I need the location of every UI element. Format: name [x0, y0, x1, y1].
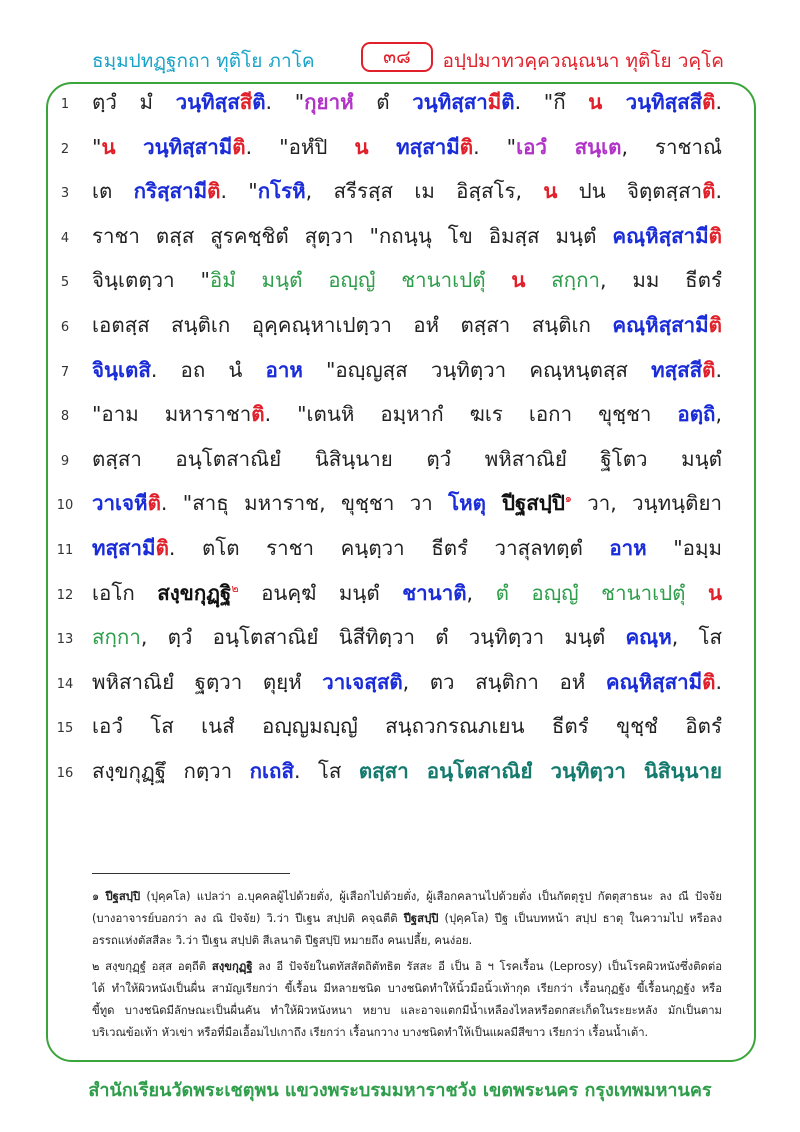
text-segment: ติ — [708, 312, 722, 337]
footnote-text: ๑ — [92, 890, 106, 903]
line-text — [92, 710, 722, 743]
line-number: 8 — [60, 409, 70, 425]
text-line — [0, 617, 800, 662]
line-text — [92, 220, 722, 253]
text-segment: น — [707, 580, 722, 605]
text-line — [0, 439, 800, 484]
text-line — [0, 751, 800, 796]
footnote-text: ขี้ทูด บางชนิดมีลักษณะเป็นผื่นคัน ทำให้ผิวหนังหนา หยาบ และอาจแตกมีน้ำเหลืองไหลหรือตกสะเก็ดในระยะหลัง มักเป็นตาม — [92, 1004, 722, 1017]
text-segment: . "เตนหิ อมฺหากํ ฆเร เอกา ขุชฺชา — [264, 402, 678, 427]
text-segment: เอวํ — [516, 134, 547, 159]
footnote-text: (ปุคฺคโล) ปีฐ เป็นบทหน้า สปฺป ธาตุ ในความไป หรือลง — [438, 912, 722, 925]
text-segment: , สรีรสฺส เม อิสฺสโร, — [305, 179, 544, 204]
text-segment: สี — [239, 90, 253, 114]
text-segment: สงฺขกุฏฺฐิ — [157, 580, 232, 605]
text-line — [0, 662, 800, 707]
text-segment: คณฺหิสฺสามี — [612, 223, 709, 248]
footnote-text: สงฺขกุฏฺฐิ — [211, 960, 253, 973]
text-segment: โหตุ — [448, 491, 486, 516]
line-number: 7 — [60, 364, 70, 380]
line-number: 4 — [60, 230, 70, 246]
text-segment: กโรหิ — [257, 179, 306, 204]
text-segment: . โส — [293, 758, 359, 783]
line-text — [92, 175, 722, 208]
line-text — [92, 398, 722, 431]
page-footer: สำนักเรียนวัดพระเชตุพน แขวงพระบรมมหาราชวัง เขตพระนคร กรุงเทพมหานคร — [88, 1080, 712, 1101]
footnote-text: อรรถแห่งตัสสีละ วิ.ว่า ปีเฐน สปฺปติ สีเลนาติ ปีฐสปฺปิ หมายถึง คนเปลี้ย, คนง่อย. — [92, 934, 473, 947]
text-segment: อตฺถิ — [677, 402, 716, 427]
text-segment: , ราชาณํ — [621, 134, 722, 159]
text-segment: ติ — [702, 669, 716, 694]
line-number: 2 — [60, 141, 70, 157]
line-number: 13 — [56, 632, 74, 648]
footnote-line — [92, 978, 722, 1000]
text-segment: วนฺทิสฺสา — [412, 90, 488, 114]
text-segment: ทสฺสสี — [651, 357, 703, 382]
text-segment: ติ — [147, 491, 161, 516]
text-segment: ตสฺสา อนฺโตสาณิยํ นิสินฺนาย ตฺวํ พหิสาณิยํ ฐิโตว มนฺตํ — [92, 446, 722, 471]
text-line — [0, 350, 800, 395]
line-number: 1 — [60, 97, 70, 112]
footnote-ref: ๑ — [564, 492, 572, 506]
text-segment: อาห — [609, 535, 647, 560]
line-number: 12 — [56, 587, 74, 603]
text-segment: "อมฺม — [646, 535, 722, 560]
text-segment: วา, วนฺทนฺติยา — [571, 491, 722, 516]
text-segment: " — [92, 134, 102, 159]
text-segment: , ตว สนฺติกา อหํ — [402, 669, 606, 694]
line-text — [92, 443, 722, 476]
line-text — [92, 577, 722, 610]
text-segment: , — [715, 402, 722, 427]
line-text — [92, 666, 722, 699]
footnote-text: ๒ สงฺขกุฏฺฐํ อสฺส อตฺถีติ — [92, 960, 212, 973]
text-line — [0, 260, 800, 305]
text-segment: พหิสาณิยํ ฐตฺวา ตุยฺหํ — [92, 669, 323, 694]
text-segment: ติ — [702, 179, 716, 204]
footnote-line — [92, 908, 722, 930]
text-segment: วนฺทิสฺสสี — [602, 90, 703, 114]
text-segment: อิมํ มนฺตํ อญฺญํ ชานาเปตุํ — [209, 268, 512, 293]
footnote-text: ได้ ทำให้ผิวหนังเป็นผื่น สามัญเรียกว่า ขี้เรื้อน มีหลายชนิด บางชนิดทำให้นิ้วมือนิ้วเท้ากุด เรียกว่า เรื้อนกุฏฐัง ขี้เรื้อนกุฏฐัง หรือ — [92, 982, 722, 995]
text-segment: อาห — [265, 357, 303, 382]
text-segment: คณฺหิสฺสามี — [612, 312, 709, 337]
footnote-line — [92, 1000, 722, 1022]
text-segment: . ตโต ราชา คนฺตฺวา ธีตรํ วาสุลทตฺตํ — [168, 535, 610, 560]
line-text — [92, 86, 722, 119]
text-segment: ราชา ตสฺส สูรคชฺชิตํ สุตฺวา "กถนฺนุ โข อิมสฺส มนฺตํ — [92, 223, 613, 248]
text-segment: , มม ธีตรํ — [600, 268, 722, 293]
line-text — [92, 532, 722, 565]
line-number: 15 — [56, 721, 74, 737]
text-segment: ติ — [207, 179, 221, 204]
text-segment: , — [466, 580, 496, 605]
line-text — [92, 354, 722, 387]
text-segment: วาเจสฺสติ — [322, 669, 403, 694]
text-segment: ติ — [252, 90, 266, 114]
chapter-title: อปฺปมาทวคฺควณฺณนา ทุติโย วคฺโค — [442, 50, 724, 72]
text-segment: น — [588, 90, 603, 114]
footnote-text: บริเวณข้อเท้า หัวเข่า หรือที่มือเอื้อมไปเกาถึง เรียกว่า เรื้อนกวาง บางชนิดทำให้เป็นแผลมีสีขาว เรียกว่า เรื้อนน้ำเต้า. — [92, 1026, 649, 1039]
text-line — [0, 573, 800, 618]
text-segment: . "อหํปิ — [245, 134, 355, 159]
footnote-text: ปีฐสปฺปิ — [403, 912, 439, 925]
text-segment: . " — [265, 90, 305, 114]
line-number: 3 — [60, 186, 70, 202]
text-segment: ทสฺสามี — [368, 134, 460, 159]
text-segment: ติ — [702, 357, 716, 382]
footnote-text: ลง อี ปัจจัยในตทัสสัตถิตัทธิต รัสสะ อี เป็น อิ ฯ โรคเรื้อน (Leprosy) เป็นโรคผิวหนังซึ่งติดต่อ — [252, 960, 722, 973]
line-text — [92, 264, 722, 297]
text-segment: ตํ อญฺญํ ชานาเปตุํ — [495, 580, 708, 605]
footnote-line — [92, 956, 722, 978]
text-segment: สกฺกา — [92, 625, 141, 650]
text-segment: จินฺเตสิ — [92, 357, 151, 382]
text-segment: เต — [92, 179, 134, 204]
line-text — [92, 309, 722, 342]
line-text — [92, 621, 722, 654]
text-segment: ติ — [232, 134, 246, 159]
text-segment: วนฺทิสฺส — [175, 90, 240, 114]
text-segment: . " — [220, 179, 258, 204]
text-segment: ตํ — [353, 90, 413, 114]
footnote-divider — [92, 873, 290, 874]
text-segment: ติ — [251, 402, 265, 427]
footnote-text: ปีฐสปฺปิ — [105, 890, 141, 903]
text-segment: น — [354, 134, 369, 159]
footnote-text: (ปุคฺคโล) แปลว่า อ.บุคคลผู้ไปด้วยตั่ง, ผู้เสือกไปด้วยตั่ง, ผู้เสือกคลานไปด้วยตั่ง เป็นกัตตุรูป กัตตุสาธนะ ลง ณี ปัจจัย — [140, 890, 722, 903]
text-segment: มี — [487, 90, 502, 114]
line-number: 10 — [56, 498, 74, 514]
text-segment: . อถ นํ — [150, 357, 266, 382]
footnote-line — [92, 930, 722, 952]
line-text — [92, 131, 722, 164]
text-segment: สกฺกา — [525, 268, 600, 293]
text-line — [0, 394, 800, 439]
text-segment: "อญฺญสฺส วนฺทิตฺวา คณฺหนฺตสฺส — [302, 357, 652, 382]
text-segment: . — [715, 179, 722, 204]
footnote-ref: ๒ — [231, 581, 239, 595]
text-segment: ติ — [501, 90, 515, 114]
text-segment: เอตสฺส สนฺติเก อุคฺคณฺหาเปตฺวา อหํ ตสฺสา สนฺติเก — [92, 312, 613, 337]
text-body — [0, 82, 800, 796]
line-number: 16 — [56, 765, 74, 781]
text-segment: วนฺทิสฺสามี — [115, 134, 233, 159]
text-line — [0, 216, 800, 261]
text-segment: วาเจหี — [92, 491, 148, 516]
text-segment: ติ — [708, 223, 722, 248]
text-segment: คณฺหิสฺสามี — [605, 669, 703, 694]
text-segment: . " — [473, 134, 517, 159]
text-line — [0, 483, 800, 528]
line-text — [92, 487, 722, 520]
line-number: 9 — [60, 453, 70, 469]
book-title: ธมฺมปทฏฺฐกถา ทุติโย ภาโค — [92, 50, 315, 72]
text-segment: น — [511, 268, 526, 293]
text-segment: สนฺเต — [546, 134, 622, 159]
text-segment: เอวํ โส เนสํ อญฺญมญฺญํ สนฺถวกรณภเยน ธีตรํ ขุชฺชํ อิตรํ — [92, 714, 722, 739]
text-segment: คณฺห — [625, 625, 672, 650]
line-number: 6 — [60, 319, 70, 335]
text-line — [0, 706, 800, 751]
text-segment: ปน จิตฺตสฺสา — [557, 179, 703, 204]
page-header — [0, 40, 800, 80]
page-number: ๓๘ — [361, 42, 433, 72]
text-segment: . — [715, 357, 722, 382]
line-number: 5 — [60, 275, 70, 291]
text-segment: น — [543, 179, 558, 204]
text-segment: น — [101, 134, 116, 159]
text-segment: ทสฺสามี — [92, 535, 156, 560]
line-number: 11 — [56, 542, 74, 558]
text-segment: กริสฺสามี — [133, 179, 208, 204]
text-segment: กุยาหํ — [304, 90, 354, 114]
text-segment: . "กึ — [514, 90, 589, 114]
text-segment: . — [715, 90, 722, 114]
text-segment: . — [715, 669, 722, 694]
footnote-line — [92, 1022, 722, 1044]
text-line — [0, 171, 800, 216]
footnote-text: (บางอาจารย์บอกว่า ลง ณิ ปัจจัย) วิ.ว่า ปีเฐน สปฺปติ คจฺฉตีติ — [92, 912, 404, 925]
text-segment: . "สาธุ มหาราช, ขุชฺชา วา — [160, 491, 449, 516]
footnotes — [92, 886, 722, 1044]
line-number: 14 — [56, 676, 74, 692]
footnote-line — [92, 886, 722, 908]
text-segment: สงฺขกุฏฺฐึ กตฺวา — [92, 758, 250, 783]
text-segment: ชานาติ — [402, 580, 467, 605]
text-segment: , ตฺวํ อนฺโตสาณิยํ นิสีทิตฺวา ตํ วนฺทิตฺวา มนฺตํ — [140, 625, 626, 650]
text-segment: ปีฐสปฺปิ — [485, 491, 565, 516]
text-segment: อนคฺฆํ มนฺตํ — [238, 580, 403, 605]
text-segment: กเถสิ — [249, 758, 294, 783]
text-segment: , โส — [671, 625, 722, 650]
text-line — [0, 82, 800, 127]
text-segment: จินฺเตตฺวา " — [92, 268, 210, 293]
text-segment: เอโก — [92, 580, 158, 605]
line-text — [92, 755, 722, 788]
text-segment: ติ — [155, 535, 169, 560]
text-line — [0, 127, 800, 172]
text-line — [0, 528, 800, 573]
text-segment: ติ — [702, 90, 716, 114]
text-segment: ตฺวํ มํ — [92, 90, 176, 114]
text-segment: "อาม มหาราชา — [92, 402, 252, 427]
text-segment: ตสฺสา อนฺโตสาณิยํ วนฺทิตฺวา นิสินฺนาย — [358, 758, 722, 783]
text-segment: ติ — [459, 134, 474, 159]
text-line — [0, 305, 800, 350]
